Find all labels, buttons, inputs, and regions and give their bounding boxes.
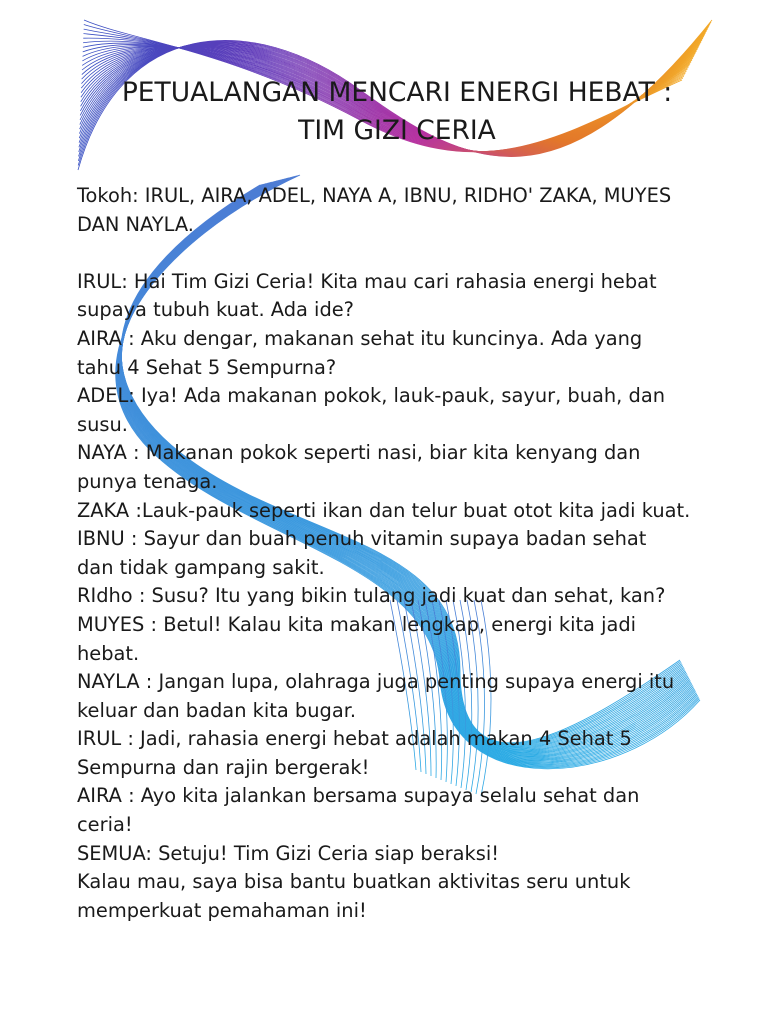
title-line-1: PETUALANGAN MENCARI ENERGI HEBAT : (121, 77, 673, 108)
text-line: ADEL: Iya! Ada makanan pokok, lauk-pauk, sayur, buah, dan (77, 384, 665, 408)
document-title (60, 74, 734, 150)
blank-line (77, 239, 737, 268)
text-line: keluar dan badan kita bugar. (77, 698, 357, 722)
text-line: IRUL : Jadi, rahasia energi hebat adalah makan 4 Sehat 5 (77, 727, 632, 751)
text-line: Sempurna dan rajin bergerak! (77, 755, 370, 779)
text-line: NAYA : Makanan pokok seperti nasi, biar kita kenyang dan (77, 441, 641, 465)
text-line: supaya tubuh kuat. Ada ide? (77, 298, 354, 322)
text-line: hebat. (77, 641, 140, 665)
text-line: ZAKA :Lauk-pauk seperti ikan dan telur buat otot kita jadi kuat. (77, 498, 691, 522)
text-line: punya tenaga. (77, 469, 218, 493)
text-line: susu. (77, 412, 128, 436)
text-line: Kalau mau, saya bisa bantu buatkan aktivitas seru untuk (77, 870, 631, 894)
text-line: tahu 4 Sehat 5 Sempurna? (77, 355, 337, 379)
title-line-2: TIM GIZI CERIA (298, 115, 496, 146)
text-line: ceria! (77, 813, 133, 837)
text-line: RIdho : Susu? Itu yang bikin tulang jadi kuat dan sehat, kan? (77, 584, 666, 608)
text-line: IRUL: Hai Tim Gizi Ceria! Kita mau cari rahasia energi hebat (77, 269, 657, 293)
text-line: AIRA : Ayo kita jalankan bersama supaya selalu sehat dan (77, 784, 640, 808)
text-line: memperkuat pemahaman ini! (77, 898, 367, 922)
text-line: SEMUA: Setuju! Tim Gizi Ceria siap beraksi! (77, 841, 499, 865)
text-line: MUYES : Betul! Kalau kita makan lengkap, energi kita jadi (77, 612, 637, 636)
text-line: IBNU : Sayur dan buah penuh vitamin supaya badan sehat (77, 527, 647, 551)
text-line: dan tidak gampang sakit. (77, 555, 325, 579)
text-line: Tokoh: IRUL, AIRA, ADEL, NAYA A, IBNU, RIDHO' ZAKA, MUYES (77, 184, 672, 207)
text-line: AIRA : Aku dengar, makanan sehat itu kuncinya. Ada yang (77, 326, 643, 350)
dialogue-body (77, 182, 737, 925)
text-line: NAYLA : Jangan lupa, olahraga juga penting supaya energi itu (77, 670, 675, 694)
text-line: DAN NAYLA. (77, 212, 194, 236)
